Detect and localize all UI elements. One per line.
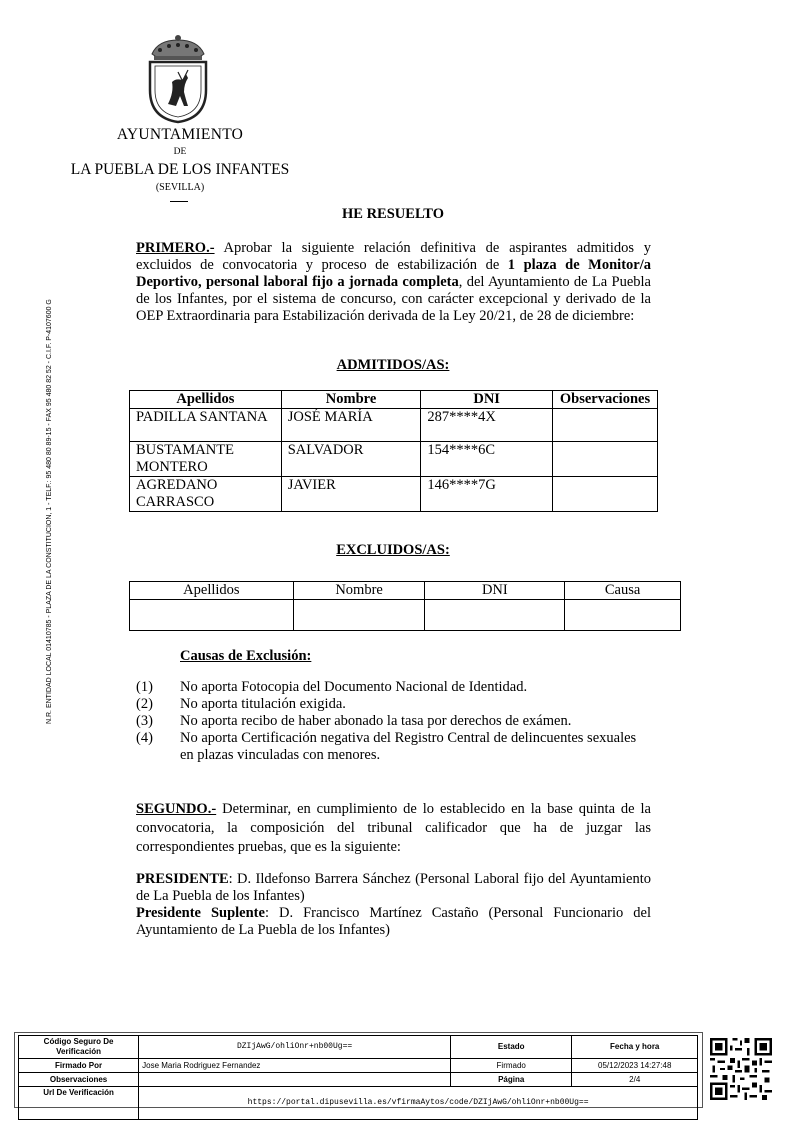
column-header: DNI (425, 582, 565, 600)
firmado-label: Firmado Por (19, 1059, 139, 1073)
header-ayuntamiento: AYUNTAMIENTO (116, 126, 244, 143)
segundo-text: Determinar, en cumplimiento de lo establecido en la base quinta de la convocatoria, la composición del tribunal calificador que ha de juzgar las correspondientes pruebas, que es la siguiente: (136, 801, 651, 855)
cause-number: (4) (136, 730, 153, 746)
suplente-label: Presidente Suplente (136, 905, 265, 921)
cell-apellidos: AGREDANO CARRASCO (130, 477, 282, 512)
cell-observaciones (552, 442, 657, 477)
cell-nombre: JAVIER (281, 477, 421, 512)
estado-label: Estado (450, 1036, 571, 1059)
causas-title: Causas de Exclusión: (180, 648, 312, 664)
cause-text: No aporta titulación exigida. (180, 696, 346, 712)
excluidos-heading: EXCLUIDOS/AS: (336, 542, 450, 558)
list-item (136, 713, 656, 730)
suplente-text: : D. Francisco Martínez Castaño (Personal Funcionario del Ayuntamiento de La Puebla de los Infantes) (136, 905, 651, 938)
column-header: Causa (565, 582, 681, 600)
presidente-label: PRESIDENTE (136, 871, 229, 887)
column-header: Apellidos (130, 391, 282, 409)
primero-text-1: Aprobar la siguiente relación definitiva de aspirantes admitidos y excluidos de convocatoria y proceso de estabilización de (136, 240, 651, 273)
cell-dni: 146****7G (421, 477, 553, 512)
column-header: Nombre (281, 391, 421, 409)
primero-text-2: , del Ayuntamiento de La Puebla de los Infantes, por el sistema de concurso, con carácter excepcional y derivado de la OEP Extraordinaria para Estabilización derivada de la Ley 20/21, de 28 de diciembre: (136, 274, 651, 324)
observaciones-label: Observaciones (19, 1073, 139, 1087)
cell-nombre: JOSÉ MARÍA (281, 409, 421, 442)
cause-number: (3) (136, 713, 153, 729)
side-entity-info: N.R. ENTIDAD LOCAL 01410785 - PLAZA DE LA CONSTITUCION, 1 - TELF.: 95 480 80 89-15 - FAX 95 480 82 52 - C.I.F. P-4107600 G (46, 299, 53, 724)
fecha-label: Fecha y hora (572, 1036, 698, 1059)
cell-nombre: SALVADOR (281, 442, 421, 477)
cell-apellidos: PADILLA SANTANA (130, 409, 282, 442)
column-header: Nombre (293, 582, 425, 600)
table-row (130, 409, 658, 442)
presidente-text: : D. Ildefonso Barrera Sánchez (Personal Laboral fijo del Ayuntamiento de La Puebla de los Infantes) (136, 871, 651, 904)
empty-cell (425, 600, 565, 631)
observaciones-value (139, 1073, 451, 1087)
primero-label: PRIMERO.- (136, 240, 215, 256)
cause-text: No aporta recibo de haber abonado la tasa por derechos de exámen. (180, 713, 572, 729)
column-header: Apellidos (130, 582, 294, 600)
section-title: HE RESUELTO (342, 206, 444, 222)
cause-number: (1) (136, 679, 153, 695)
list-item (136, 730, 656, 764)
primero-bold: 1 plaza de Monitor/a Deportivo, personal laboral fijo a jornada completa (136, 257, 651, 290)
qr-code-icon (710, 1038, 772, 1100)
url-label: Url De Verificación (19, 1087, 139, 1120)
estado-value: Firmado (450, 1059, 571, 1073)
column-header: DNI (421, 391, 553, 409)
table-row (130, 442, 658, 477)
admitidos-heading: ADMITIDOS/AS: (336, 357, 450, 373)
admitidos-table (129, 390, 658, 512)
cell-apellidos: BUSTAMANTE MONTERO (130, 442, 282, 477)
municipal-crest-icon (138, 34, 218, 126)
codigo-value: DZIjAwG/ohliOnr+nb00Ug== (139, 1036, 451, 1059)
cell-observaciones (552, 477, 657, 512)
header-province: (SEVILLA) (155, 182, 205, 193)
cause-number: (2) (136, 696, 153, 712)
fecha-value: 05/12/2023 14:27:48 (572, 1059, 698, 1073)
header-divider (170, 201, 188, 202)
cause-text: No aporta Fotocopia del Documento Nacional de Identidad. (180, 679, 528, 695)
table-header-row (130, 582, 681, 600)
pagina-value: 2/4 (572, 1073, 698, 1087)
firmado-value: Jose Maria Rodriguez Fernandez (139, 1059, 451, 1073)
primero-paragraph (136, 240, 651, 325)
table-row (130, 477, 658, 512)
column-header: Observaciones (552, 391, 657, 409)
segundo-paragraph (136, 800, 651, 857)
cause-text: No aporta Certificación negativa del Registro Central de delincuentes sexuales en plazas vinculadas con menores. (180, 730, 637, 763)
pagina-label: Página (450, 1073, 571, 1087)
cell-observaciones (552, 409, 657, 442)
cell-dni: 287****4X (421, 409, 553, 442)
segundo-label: SEGUNDO.- (136, 801, 217, 817)
empty-cell (130, 600, 294, 631)
header-de: DE (173, 147, 187, 157)
table-header-row (130, 391, 658, 409)
table-row (130, 600, 681, 631)
codigo-label: Código Seguro De Verificación (19, 1036, 139, 1059)
empty-cell (293, 600, 425, 631)
header-municipality: LA PUEBLA DE LOS INFANTES (70, 161, 290, 178)
cell-dni: 154****6C (421, 442, 553, 477)
url-value[interactable]: https://portal.dipusevilla.es/vfirmaAytos/code/DZIjAwG/ohliOnr+nb00Ug== (139, 1087, 698, 1120)
list-item (136, 679, 656, 696)
excluidos-table (129, 581, 681, 631)
suplente-paragraph (136, 905, 651, 939)
verification-table (18, 1035, 698, 1120)
empty-cell (565, 600, 681, 631)
list-item (136, 696, 656, 713)
presidente-paragraph (136, 871, 651, 905)
